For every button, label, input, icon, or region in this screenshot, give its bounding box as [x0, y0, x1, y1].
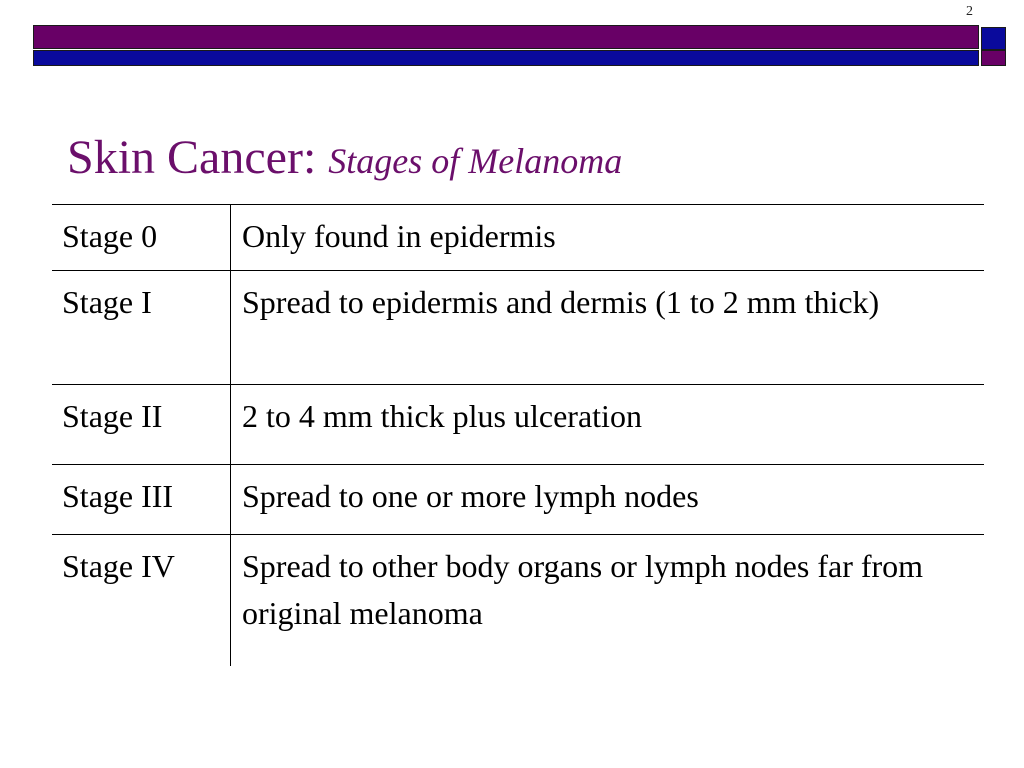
description-cell: Spread to one or more lymph nodes — [231, 465, 985, 535]
header-square-purple — [981, 50, 1006, 66]
description-cell: Spread to other body organs or lymph nodes far from original melanoma — [231, 535, 985, 667]
header-bar-blue — [33, 50, 979, 66]
slide-title — [67, 128, 622, 191]
table-row — [52, 465, 984, 535]
table-row — [52, 205, 984, 271]
stage-cell: Stage IV — [52, 535, 231, 667]
title-main: Skin Cancer: — [67, 131, 317, 184]
stage-cell: Stage III — [52, 465, 231, 535]
description-cell: Spread to epidermis and dermis (1 to 2 mm thick) — [231, 271, 985, 385]
table-row — [52, 385, 984, 465]
header-square-blue — [981, 27, 1006, 50]
table-row — [52, 271, 984, 385]
stages-table — [52, 204, 984, 666]
description-cell: Only found in epidermis — [231, 205, 985, 271]
slide-number: 2 — [966, 4, 973, 19]
title-subtitle: Stages of Melanoma — [328, 141, 623, 181]
table-row — [52, 535, 984, 667]
stage-cell: Stage 0 — [52, 205, 231, 271]
description-cell: 2 to 4 mm thick plus ulceration — [231, 385, 985, 465]
header-bar-purple — [33, 25, 979, 49]
stage-cell: Stage II — [52, 385, 231, 465]
stage-cell: Stage I — [52, 271, 231, 385]
